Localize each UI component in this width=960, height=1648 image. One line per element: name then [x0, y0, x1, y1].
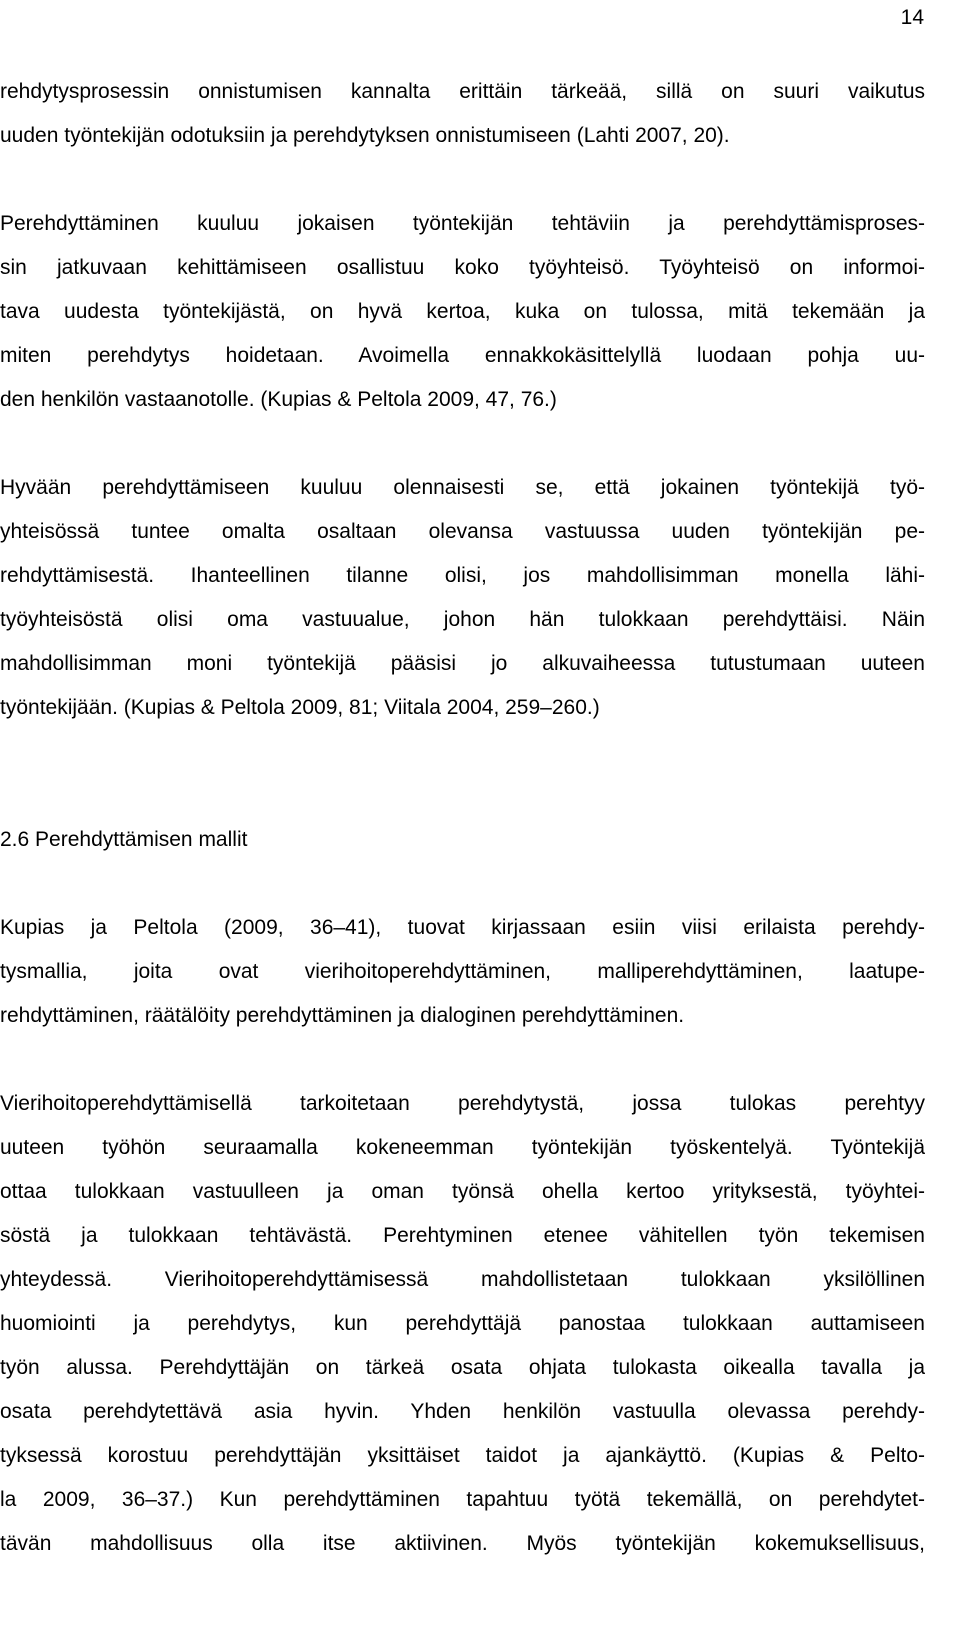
paragraph-1 — [0, 70, 925, 158]
text-line: yhteydessä. Vierihoitoperehdyttämisessä mahdollistetaan tulokkaan yksilöllinen — [0, 1268, 925, 1291]
text-line: uuden työntekijän odotuksiin ja perehdytyksen onnistumiseen (Lahti 2007, 20). — [0, 124, 730, 147]
text-line: osata perehdytettävä asia hyvin. Yhden henkilön vastuulla olevassa perehdy- — [0, 1400, 925, 1423]
text-line: Perehdyttäminen kuuluu jokaisen työntekijän tehtäviin ja perehdyttämisproses- — [0, 212, 925, 235]
text-line: tyksessä korostuu perehdyttäjän yksittäiset taidot ja ajankäyttö. (Kupias & Pelto- — [0, 1444, 925, 1467]
paragraph-2 — [0, 202, 925, 422]
text-line: työntekijään. (Kupias & Peltola 2009, 81; Viitala 2004, 259–260.) — [0, 696, 600, 719]
text-line: Vierihoitoperehdyttämisellä tarkoitetaan perehdytystä, jossa tulokas perehtyy — [0, 1092, 925, 1115]
text-line: miten perehdytys hoidetaan. Avoimella ennakkokäsittelyllä luodaan pohja uu- — [0, 344, 925, 367]
text-line: rehdyttäminen, räätälöity perehdyttäminen ja dialoginen perehdyttäminen. — [0, 1004, 685, 1027]
text-line: tysmallia, joita ovat vierihoitoperehdyttäminen, malliperehdyttäminen, laatupe- — [0, 960, 925, 983]
paragraph-5 — [0, 1082, 925, 1566]
text-line: huomiointi ja perehdytys, kun perehdyttäjä panostaa tulokkaan auttamiseen — [0, 1312, 925, 1335]
text-line: Hyvään perehdyttämiseen kuuluu olennaisesti se, että jokainen työntekijä työ- — [0, 476, 925, 499]
text-line: ottaa tulokkaan vastuulleen ja oman työnsä ohella kertoo yrityksestä, työyhtei- — [0, 1180, 925, 1203]
text-line: työn alussa. Perehdyttäjän on tärkeä osata ohjata tulokasta oikealla tavalla ja — [0, 1356, 925, 1379]
text-line: tävän mahdollisuus olla itse aktiivinen. Myös työntekijän kokemuksellisuus, — [0, 1532, 925, 1555]
text-line: uuteen työhön seuraamalla kokeneemman työntekijän työskentelyä. Työntekijä — [0, 1136, 925, 1159]
text-line: työyhteisöstä olisi oma vastuualue, johon hän tulokkaan perehdyttäisi. Näin — [0, 608, 925, 631]
page-number: 14 — [900, 6, 924, 29]
document-body — [0, 70, 925, 1566]
text-line: mahdollisimman moni työntekijä pääsisi jo alkuvaiheessa tutustumaan uuteen — [0, 652, 925, 675]
text-line: Kupias ja Peltola (2009, 36–41), tuovat kirjassaan esiin viisi erilaista perehdy- — [0, 916, 925, 939]
text-line: rehdytysprosessin onnistumisen kannalta erittäin tärkeää, sillä on suuri vaikutus — [0, 80, 925, 103]
text-line: sin jatkuvaan kehittämiseen osallistuu koko työyhteisö. Työyhteisö on informoi- — [0, 256, 925, 279]
heading-text: 2.6 Perehdyttämisen mallit — [0, 828, 248, 851]
text-line: yhteisössä tuntee omalta osaltaan olevansa vastuussa uuden työntekijän pe- — [0, 520, 925, 543]
paragraph-3 — [0, 466, 925, 730]
section-heading — [0, 818, 925, 862]
text-line: tava uudesta työntekijästä, on hyvä kertoa, kuka on tulossa, mitä tekemään ja — [0, 300, 925, 323]
paragraph-4 — [0, 906, 925, 1038]
text-line: den henkilön vastaanotolle. (Kupias & Peltola 2009, 47, 76.) — [0, 388, 557, 411]
text-line: söstä ja tulokkaan tehtävästä. Perehtyminen etenee vähitellen työn tekemisen — [0, 1224, 925, 1247]
text-line: rehdyttämisestä. Ihanteellinen tilanne olisi, jos mahdollisimman monella lähi- — [0, 564, 925, 587]
text-line: la 2009, 36–37.) Kun perehdyttäminen tapahtuu työtä tekemällä, on perehdytet- — [0, 1488, 925, 1511]
